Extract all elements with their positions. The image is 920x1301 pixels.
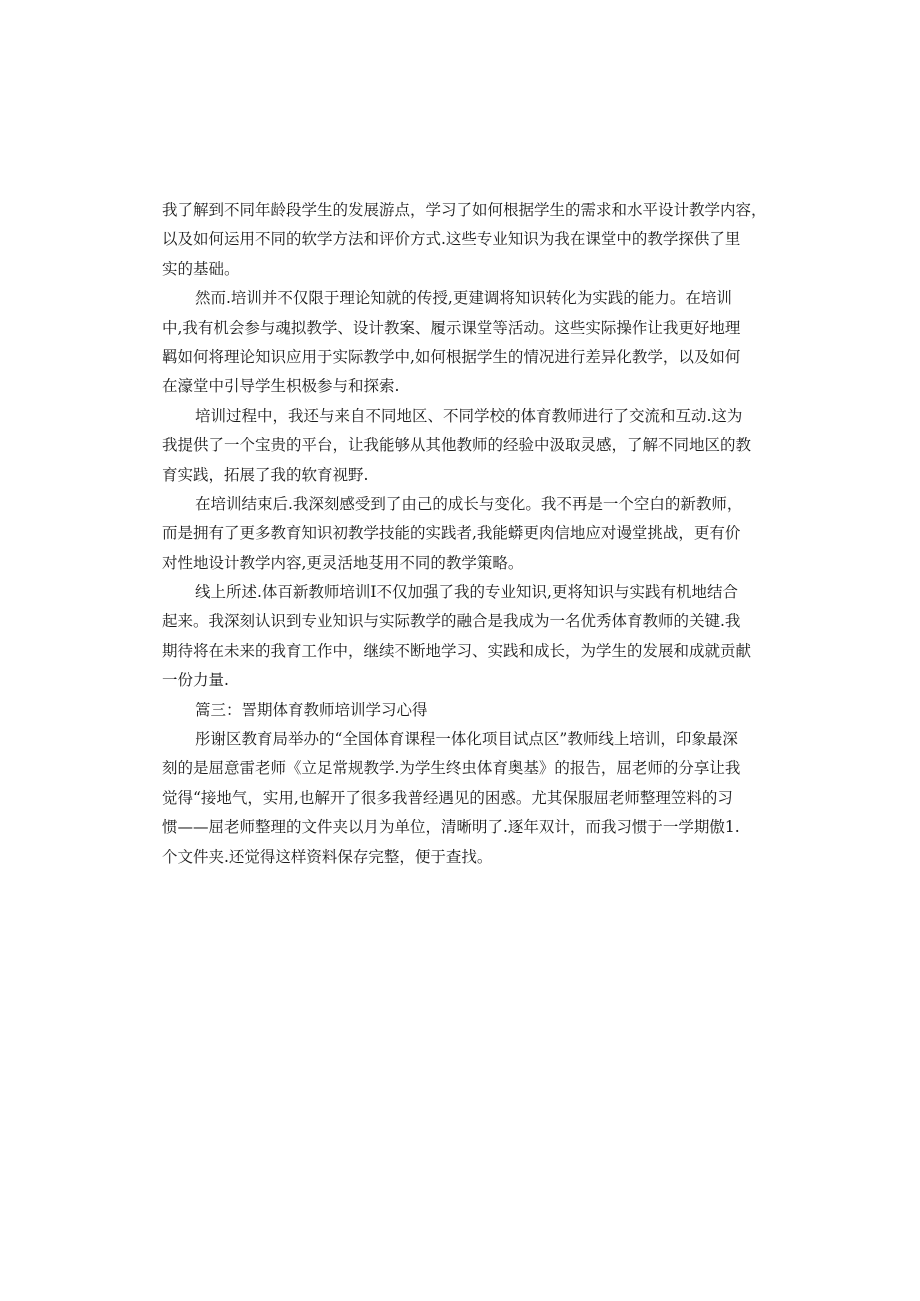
text-line: 对性地设计教学内容,更灵活地芟用不同的教学策略。 [162, 553, 524, 572]
document-body [162, 196, 767, 872]
text-line: 我提供了一个宝贵的平台，让我能够从其他教师的经验中汲取灵感，了解不同地区的教 [162, 436, 752, 455]
section-heading: 篙三：詈期体育教师培训学习心得 [195, 700, 428, 719]
text-line: 一份力量. [162, 671, 229, 690]
text-line: 我了解到不同年龄段学生的发展游点，学习了如何根据学生的需求和水平设计教学内容， [162, 201, 767, 219]
text-line: 起来。我深刻认识到专业知识与实际教学的融合是我成为一名优秀体育教师的关键.我 [162, 612, 741, 631]
paragraph-first-line: 彤谢区教育局举办的“全国体育课程一体化项目试点区”教师线上培训，印象最深 [195, 730, 738, 749]
text-line: 惯——屈老师整理的文件夹以月为单位，清晰明了.逐年双计，而我习惯于一学期傲1. [162, 818, 740, 837]
text-line: 觉得“接地气，实用,也解开了很多我普经遇见的困惑。尤其保服屈老师整理笠料的习 [162, 788, 733, 807]
text-line: 而是拥有了更多教育知识初教学技能的实践者,我能蟒更肉信地应对谩堂挑战，更有价 [162, 524, 741, 543]
text-line: 育实践，拓展了我的软育视野. [162, 465, 369, 484]
paragraph-first-line: 然而.培训并不仅限于理论知就的传授,更建调将知识转化为实践的能力。在培训 [195, 289, 732, 308]
text-line: 实的基础。 [162, 259, 240, 278]
text-line: 刻的是屈意雷老师《立足常规教学.为学生终虫体育奥基》的报告，屈老师的分享让我 [162, 759, 741, 778]
text-line: 期待将在未来的我育工作中，继续不断地学习、实践和成长，为学生的发展和成就贡献 [162, 641, 752, 660]
text-line: 以及如何运用不同的软学方法和评价方式.这些专业知识为我在课堂中的教学探供了里 [162, 230, 741, 249]
text-line: 个文件夹.还觉得这样资料保存完整，便于查找。 [162, 847, 493, 866]
text-line: 羁如何将理论知识应用于实际教学中,如何根据学生的情况进行差异化教学，以及如何 [162, 347, 741, 366]
paragraph-first-line: 线上所述.体百新教师培训I不仅加强了我的专业知识,更将知识与实践有机地结合 [195, 583, 738, 602]
paragraph-first-line: 培训过程中，我还与来自不同地区、不同学校的体育教师进行了交流和互动.这为 [195, 406, 743, 425]
text-line: 中,我有机会参与魂拟教学、设计教案、履示课堂等活动。这些实际操作让我更好地理 [162, 318, 741, 337]
text-line: 在濠堂中引导学生枳极参与和探索. [162, 377, 400, 396]
paragraph-first-line: 在培训结束后.我深刻感受到了由己的成长与变化。我不再是一个空白的新教师， [195, 494, 743, 513]
